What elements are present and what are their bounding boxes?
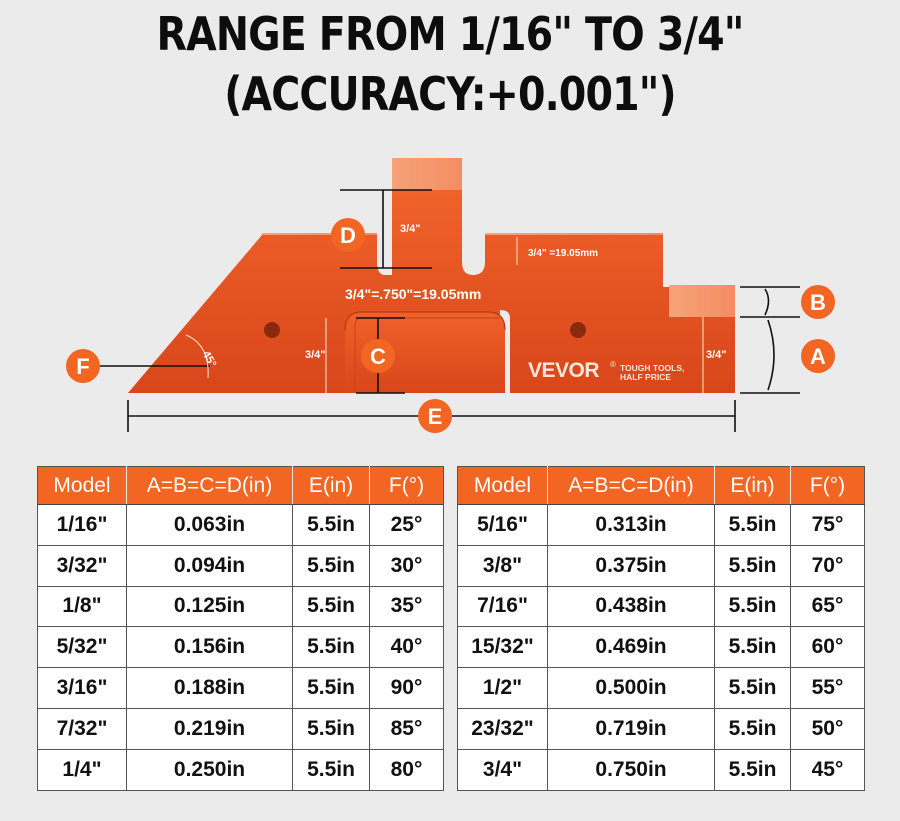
header-length: E(in) bbox=[715, 467, 791, 505]
table-row bbox=[38, 545, 444, 586]
cell-model: 5/16" bbox=[458, 505, 548, 546]
badge-a bbox=[801, 339, 835, 373]
table-row bbox=[38, 627, 444, 668]
cell-angle: 35° bbox=[370, 586, 444, 627]
cell-angle: 80° bbox=[370, 749, 444, 790]
header-size: A=B=C=D(in) bbox=[127, 467, 293, 505]
cell-angle: 70° bbox=[791, 545, 865, 586]
header-length: E(in) bbox=[293, 467, 370, 505]
cell-angle: 40° bbox=[370, 627, 444, 668]
cell-length: 5.5in bbox=[293, 668, 370, 709]
brand-registered-mark: ® bbox=[610, 360, 616, 369]
table-row bbox=[458, 586, 865, 627]
cell-size: 0.719in bbox=[548, 708, 715, 749]
svg-text:D: D bbox=[340, 223, 356, 248]
table-row bbox=[38, 749, 444, 790]
cell-angle: 45° bbox=[791, 749, 865, 790]
cell-angle: 60° bbox=[791, 627, 865, 668]
table-row bbox=[458, 627, 865, 668]
cell-length: 5.5in bbox=[715, 586, 791, 627]
cell-length: 5.5in bbox=[715, 545, 791, 586]
cell-size: 0.500in bbox=[548, 668, 715, 709]
cell-size: 0.250in bbox=[127, 749, 293, 790]
cell-angle: 75° bbox=[791, 505, 865, 546]
table-header-row bbox=[458, 467, 865, 505]
cell-model: 3/32" bbox=[38, 545, 127, 586]
title-line-1: RANGE FROM 1/16" TO 3/4" bbox=[156, 7, 744, 61]
cell-angle: 85° bbox=[370, 708, 444, 749]
svg-text:B: B bbox=[810, 290, 826, 315]
cell-model: 1/4" bbox=[38, 749, 127, 790]
cell-size: 0.438in bbox=[548, 586, 715, 627]
table-row bbox=[38, 505, 444, 546]
cell-model: 5/32" bbox=[38, 627, 127, 668]
cell-size: 0.750in bbox=[548, 749, 715, 790]
cell-length: 5.5in bbox=[293, 586, 370, 627]
cell-length: 5.5in bbox=[293, 627, 370, 668]
badge-d bbox=[331, 218, 365, 252]
cell-model: 23/32" bbox=[458, 708, 548, 749]
header-model: Model bbox=[38, 467, 127, 505]
dim-top-right: 3/4" =19.05mm bbox=[528, 248, 599, 259]
table-row bbox=[38, 708, 444, 749]
cell-length: 5.5in bbox=[715, 708, 791, 749]
mount-hole-left bbox=[264, 322, 280, 338]
brand-logo: VEVOR bbox=[528, 359, 600, 382]
header-size: A=B=C=D(in) bbox=[548, 467, 715, 505]
dim-right-step: 3/4" bbox=[706, 349, 727, 361]
dim-center: 3/4"=.750"=19.05mm bbox=[345, 286, 482, 302]
cell-size: 0.063in bbox=[127, 505, 293, 546]
cell-model: 1/2" bbox=[458, 668, 548, 709]
cell-model: 7/32" bbox=[38, 708, 127, 749]
table-row bbox=[458, 708, 865, 749]
cell-length: 5.5in bbox=[715, 627, 791, 668]
badge-e bbox=[418, 399, 452, 433]
svg-text:F: F bbox=[76, 354, 90, 379]
cell-size: 0.313in bbox=[548, 505, 715, 546]
cell-length: 5.5in bbox=[293, 708, 370, 749]
cell-model: 15/32" bbox=[458, 627, 548, 668]
cell-model: 3/4" bbox=[458, 749, 548, 790]
cell-size: 0.375in bbox=[548, 545, 715, 586]
cell-size: 0.469in bbox=[548, 627, 715, 668]
table-row bbox=[458, 749, 865, 790]
cell-model: 3/8" bbox=[458, 545, 548, 586]
table-row bbox=[458, 505, 865, 546]
badge-c bbox=[361, 339, 395, 373]
spec-table-right bbox=[457, 466, 865, 791]
cell-size: 0.156in bbox=[127, 627, 293, 668]
cell-size: 0.094in bbox=[127, 545, 293, 586]
cell-size: 0.219in bbox=[127, 708, 293, 749]
cell-angle: 30° bbox=[370, 545, 444, 586]
badge-b bbox=[801, 285, 835, 319]
cell-angle: 90° bbox=[370, 668, 444, 709]
badge-f bbox=[66, 349, 100, 383]
cell-length: 5.5in bbox=[715, 668, 791, 709]
cell-length: 5.5in bbox=[293, 749, 370, 790]
mount-hole-right bbox=[570, 322, 586, 338]
table-row bbox=[38, 668, 444, 709]
table-row bbox=[38, 586, 444, 627]
cell-model: 3/16" bbox=[38, 668, 127, 709]
svg-text:A: A bbox=[810, 344, 826, 369]
header-model: Model bbox=[458, 467, 548, 505]
cell-model: 7/16" bbox=[458, 586, 548, 627]
spec-table-left bbox=[37, 466, 444, 791]
dim-angle: 45° bbox=[199, 349, 219, 370]
cell-model: 1/8" bbox=[38, 586, 127, 627]
dim-post-height: 3/4" bbox=[400, 223, 421, 235]
cell-length: 5.5in bbox=[293, 505, 370, 546]
table-header-row bbox=[38, 467, 444, 505]
cell-angle: 50° bbox=[791, 708, 865, 749]
cell-model: 1/16" bbox=[38, 505, 127, 546]
cell-angle: 65° bbox=[791, 586, 865, 627]
svg-text:E: E bbox=[427, 404, 443, 429]
title-line-2: (ACCURACY:+0.001") bbox=[224, 67, 676, 121]
cell-angle: 55° bbox=[791, 668, 865, 709]
cell-size: 0.125in bbox=[127, 586, 293, 627]
dim-slot-depth: 3/4" bbox=[305, 349, 326, 361]
brand-tagline-1: TOUGH TOOLS, bbox=[620, 363, 685, 373]
cell-angle: 25° bbox=[370, 505, 444, 546]
cell-length: 5.5in bbox=[715, 505, 791, 546]
table-row bbox=[458, 545, 865, 586]
cell-length: 5.5in bbox=[293, 545, 370, 586]
cell-size: 0.188in bbox=[127, 668, 293, 709]
table-row bbox=[458, 668, 865, 709]
brand-tagline-2: HALF PRICE bbox=[620, 372, 671, 382]
svg-text:C: C bbox=[370, 344, 386, 369]
header-angle: F(°) bbox=[791, 467, 865, 505]
header-angle: F(°) bbox=[370, 467, 444, 505]
cell-length: 5.5in bbox=[715, 749, 791, 790]
